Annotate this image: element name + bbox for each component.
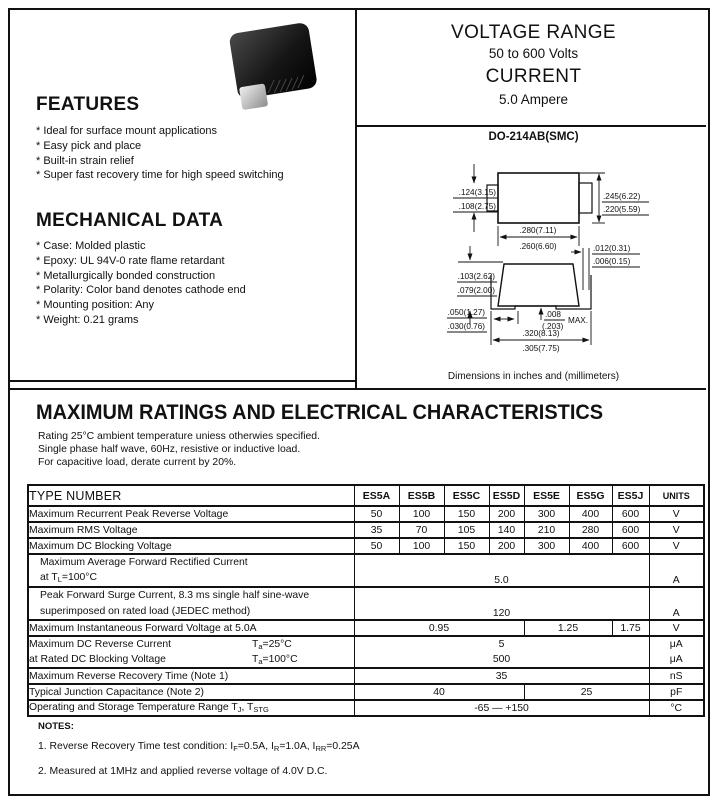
- unit-cell: V: [649, 522, 704, 538]
- unit-cell: pF: [649, 684, 704, 700]
- unit-cell: V: [649, 620, 704, 636]
- table-row: [28, 620, 704, 636]
- value-cell: 150: [444, 538, 489, 554]
- value-cell: 300: [524, 506, 569, 522]
- dim-lead-thickness-mm: .006(0.15): [593, 257, 631, 266]
- dimensions-note: Dimensions in inches and (millimeters): [447, 371, 620, 382]
- device-column-header: ES5E: [524, 485, 569, 506]
- value-cell: 150: [444, 506, 489, 522]
- list-item: * Polarity: Color band denotes cathode end: [36, 284, 246, 297]
- current-title: CURRENT: [485, 66, 582, 87]
- row-label: [28, 554, 354, 587]
- notes-title: NOTES:: [38, 721, 74, 732]
- text-segment: T: [252, 638, 259, 650]
- value-cell: 400: [569, 506, 612, 522]
- package-name: DO-214AB(SMC): [488, 131, 579, 143]
- text-segment: =100°C: [262, 653, 298, 665]
- dim-lead-thickness-in: .012(0.31): [593, 244, 631, 253]
- device-column-header: ES5C: [444, 485, 489, 506]
- text-segment: T: [252, 653, 259, 665]
- list-item: * Weight: 0.21 grams: [36, 313, 139, 326]
- row-label-line2: [40, 572, 97, 584]
- value-cell: 0.95: [354, 620, 524, 636]
- dim-body-width-mm: .220(5.59): [603, 205, 641, 214]
- text-segment: RR: [315, 744, 327, 753]
- top-view-body: [498, 173, 579, 223]
- value-cell: 500: [354, 652, 649, 668]
- value-cell: 600: [612, 522, 649, 538]
- text-segment: Maximum Instantaneous Forward Voltage at 5.0A: [29, 622, 257, 634]
- text-segment: Maximum DC Reverse Current: [29, 639, 172, 650]
- table-row: [28, 668, 704, 684]
- value-cell: 5: [354, 636, 649, 652]
- dim-tab-height-mm: .108(2.75): [458, 202, 496, 211]
- row-label: [28, 538, 354, 554]
- left-panel-bottom-border: [8, 380, 357, 382]
- list-item: Single phase half wave, 60Hz, resistive or inductive load.: [38, 443, 301, 455]
- section-divider: [8, 388, 706, 390]
- right-panel-divider: [357, 125, 706, 127]
- text-segment: =0.25A: [326, 741, 360, 752]
- value-cell: 300: [524, 538, 569, 554]
- list-item: For capacitive load, derate current by 20%.: [38, 456, 237, 468]
- text-segment: =1.0A, I: [279, 741, 316, 752]
- text-segment: Maximum Reverse Recovery Time (Note 1): [29, 670, 229, 682]
- value-cell: 200: [489, 506, 524, 522]
- value-cell: 600: [612, 506, 649, 522]
- text-segment: J: [237, 705, 242, 714]
- row-label: [28, 506, 354, 522]
- unit-cell: nS: [649, 668, 704, 684]
- text-segment: 2. Measured at 1MHz and applied reverse voltage of 4.0V D.C.: [38, 765, 328, 777]
- value-cell: -65 — +150: [354, 700, 649, 716]
- dim-standoff-max-label: MAX.: [568, 316, 589, 325]
- value-cell: 210: [524, 522, 569, 538]
- note-line: [38, 741, 360, 753]
- row-condition: [252, 639, 292, 651]
- type-number-header: TYPE NUMBER: [28, 485, 354, 506]
- value-cell: 25: [524, 684, 649, 700]
- note-line: [38, 766, 360, 777]
- value-cell: 70: [399, 522, 444, 538]
- list-item: * Epoxy: UL 94V-0 rate flame retardant: [36, 254, 225, 267]
- value-cell: 35: [354, 522, 399, 538]
- table-row: [28, 700, 704, 716]
- unit-cell: V: [649, 506, 704, 522]
- text-segment: STG: [253, 705, 269, 714]
- top-view-right-tab: [579, 183, 592, 213]
- device-column-header: ES5A: [354, 485, 399, 506]
- value-cell: 5.0: [354, 554, 649, 587]
- device-column-header: ES5J: [612, 485, 649, 506]
- dim-height-in: .103(2.62): [457, 272, 495, 281]
- row-label: [28, 668, 354, 684]
- value-cell: 35: [354, 668, 649, 684]
- dim-standoff-mm: (.203): [542, 322, 564, 331]
- device-column-header: ES5D: [489, 485, 524, 506]
- dim-total-width-mm: .305(7.75): [522, 344, 560, 353]
- mechanical-data-title: MECHANICAL DATA: [36, 210, 224, 231]
- value-cell: 140: [489, 522, 524, 538]
- ratings-preamble: [38, 431, 320, 469]
- text-segment: a: [258, 641, 263, 651]
- dim-height-mm: .079(2.00): [457, 286, 495, 295]
- text-segment: 1. Reverse Recovery Time test condition: I: [38, 741, 234, 752]
- ratings-table: [27, 484, 705, 717]
- text-segment: R: [273, 744, 280, 753]
- table-row: [28, 554, 704, 587]
- value-cell: 600: [612, 538, 649, 554]
- value-cell: 200: [489, 538, 524, 554]
- table-row: [28, 587, 704, 620]
- table-row: [28, 684, 704, 700]
- notes-list: [38, 741, 360, 789]
- value-cell: 50: [354, 538, 399, 554]
- table-row: [28, 522, 704, 538]
- side-view-body: [498, 264, 579, 306]
- text-segment: =0.5A, I: [237, 741, 274, 752]
- dim-standoff-in: .008: [545, 310, 561, 319]
- value-cell: 100: [399, 538, 444, 554]
- mechanical-data-list: [36, 239, 246, 328]
- table-row: [28, 506, 704, 522]
- features-title: FEATURES: [36, 94, 140, 115]
- device-column-header: ES5B: [399, 485, 444, 506]
- table-row: [28, 538, 704, 554]
- package-lead-tab: [239, 83, 268, 110]
- text-segment: =100°C: [61, 572, 97, 583]
- package-dimension-drawing: [357, 148, 710, 370]
- units-header: UNITS: [649, 485, 704, 506]
- row-label: [28, 620, 354, 636]
- text-segment: Maximum RMS Voltage: [29, 524, 138, 536]
- text-segment: Typical Junction Capacitance (Note 2): [29, 686, 204, 698]
- list-item: * Ideal for surface mount applications: [36, 125, 217, 137]
- row-label-line2: [40, 606, 250, 617]
- text-segment: Maximum Recurrent Peak Reverse Voltage: [29, 508, 229, 520]
- unit-cell: A: [649, 587, 704, 620]
- dim-body-length-mm: .260(6.60): [519, 242, 557, 251]
- unit-cell: °C: [649, 700, 704, 716]
- list-item: Rating 25°C ambient temperature uniess otherwies specified.: [38, 431, 320, 442]
- unit-cell: A: [649, 554, 704, 587]
- current-value: 5.0 Ampere: [498, 92, 569, 107]
- features-list: [36, 124, 284, 183]
- list-item: * Case: Molded plastic: [36, 240, 146, 252]
- row-label: [28, 636, 354, 652]
- unit-cell: μA: [649, 652, 704, 668]
- dim-body-length-in: .280(7.11): [519, 226, 557, 235]
- list-item: * Mounting position: Any: [36, 299, 155, 312]
- row-label-line1: [40, 590, 309, 601]
- text-segment: superimposed on rated load (JEDEC method): [40, 606, 251, 617]
- value-cell: 100: [399, 506, 444, 522]
- list-item: * Metallurgically bonded construction: [36, 269, 216, 282]
- dim-foot-in: .050(1.27): [447, 308, 485, 317]
- row-label: [28, 522, 354, 538]
- text-segment: Maximum DC Blocking Voltage: [29, 540, 172, 552]
- device-column-header: ES5G: [569, 485, 612, 506]
- text-segment: , T: [241, 702, 254, 713]
- voltage-range-title: VOLTAGE RANGE: [451, 22, 616, 43]
- table-row: [28, 636, 704, 652]
- ratings-title: MAXIMUM RATINGS AND ELECTRICAL CHARACTERISTICS: [36, 401, 604, 424]
- dim-body-width-in: .245(6.22): [603, 192, 641, 201]
- row-label: [28, 684, 354, 700]
- text-segment: at T: [40, 572, 58, 583]
- value-cell: 50: [354, 506, 399, 522]
- value-cell: 120: [354, 587, 649, 620]
- value-cell: 1.75: [612, 620, 649, 636]
- text-segment: =25°C: [262, 638, 292, 650]
- list-item: * Built-in strain relief: [36, 154, 134, 167]
- text-segment: F: [233, 744, 238, 753]
- value-cell: 280: [569, 522, 612, 538]
- list-item: * Easy pick and place: [36, 139, 142, 152]
- row-label-line1: [40, 557, 248, 568]
- text-segment: Peak Forward Surge Current, 8.3 ms single half sine-wave: [40, 590, 310, 601]
- diode-package-photo: [220, 20, 325, 115]
- text-segment: at Rated DC Blocking Voltage: [29, 654, 166, 665]
- value-cell: 1.25: [524, 620, 612, 636]
- table-header-row: [28, 485, 704, 506]
- value-cell: 400: [569, 538, 612, 554]
- list-item: * Super fast recovery time for high speed switching: [36, 169, 284, 182]
- row-label: [28, 587, 354, 620]
- row-label: [28, 700, 354, 716]
- text-segment: Maximum Average Forward Rectified Current: [40, 557, 248, 568]
- dim-total-width-in: .320(8.13): [522, 329, 560, 338]
- row-label: [28, 652, 354, 668]
- value-cell: 105: [444, 522, 489, 538]
- unit-cell: μA: [649, 636, 704, 652]
- row-condition: [252, 654, 298, 666]
- text-segment: a: [258, 656, 263, 666]
- text-segment: Operating and Storage Temperature Range T: [29, 702, 238, 713]
- voltage-range-value: 50 to 600 Volts: [488, 46, 579, 61]
- dim-foot-mm: .030(0.76): [447, 322, 485, 331]
- table-row: [28, 652, 704, 668]
- dim-tab-height-in: .124(3.15): [458, 188, 496, 197]
- value-cell: 40: [354, 684, 524, 700]
- text-segment: L: [57, 575, 62, 584]
- unit-cell: V: [649, 538, 704, 554]
